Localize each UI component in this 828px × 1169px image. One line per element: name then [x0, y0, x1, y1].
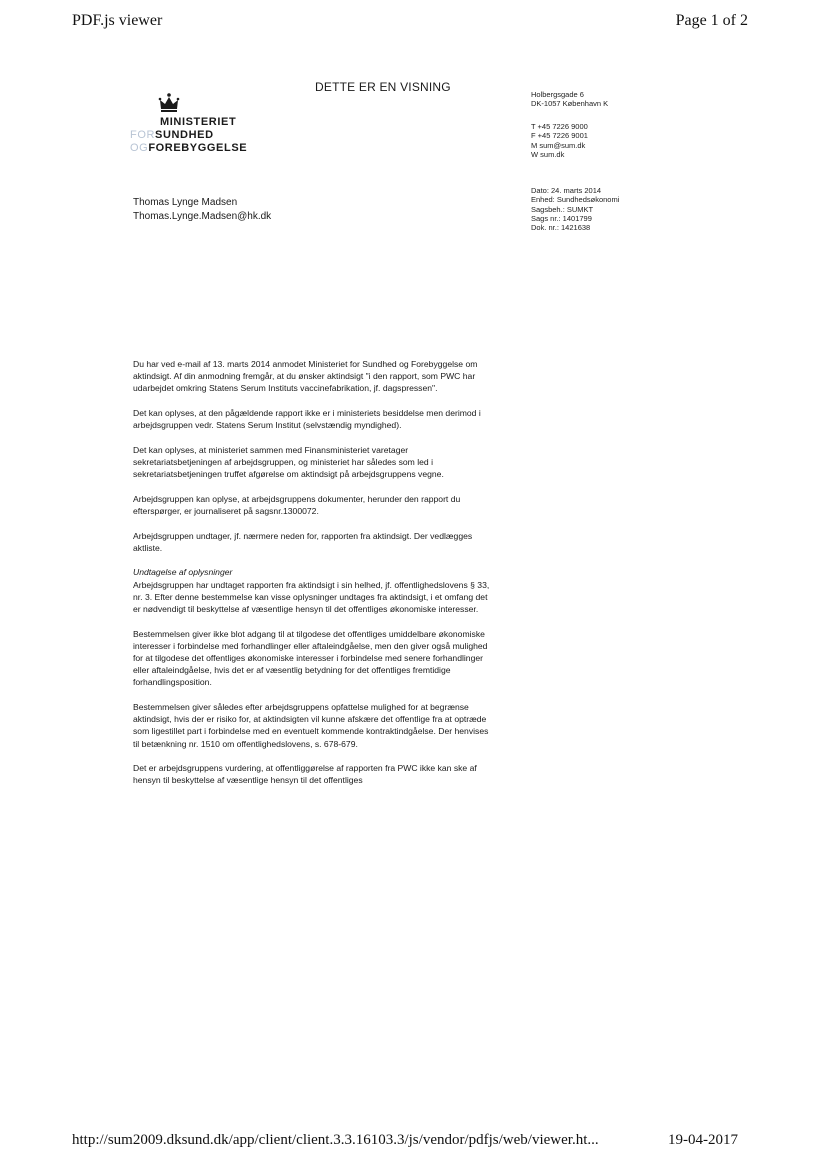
- contact-line: T +45 7226 9000: [531, 122, 588, 131]
- recipient-email: Thomas.Lynge.Madsen@hk.dk: [133, 211, 272, 222]
- section-paragraph: Bestemmelsen giver ikke blot adgang til at tilgodese det offentliges umiddelbare økonomiske interesser i forbindelse med forhandlinger eller aftaleindgåelse, men den giver også mulighed for at tilgodese det offentliges økonomiske interesser i forbindelse med senere forhandlinger eller aftaleindgåelse, hvis det er af væsentlig betydning for det offentliges fremtidige forhandlingsposition.: [133, 628, 488, 688]
- letter-body: [133, 358, 493, 799]
- body-paragraph: Det kan oplyses, at ministeriet sammen med Finansministeriet varetager sekretariatsbetjeningen af arbejdsgruppen, og ministeriet har således som led i sekretariatsbetjeningen truffet afgørelse om aktindsigt på arbejdsgruppens vegne.: [133, 444, 444, 480]
- meta-block: [531, 186, 619, 232]
- logo-prefix-og: OG: [130, 142, 149, 154]
- recipient-block: [133, 196, 271, 224]
- meta-line: Dok. nr.: 1421638: [531, 223, 591, 233]
- meta-line: Sagsbeh.: SUMKT: [531, 204, 594, 214]
- logo-word-forebyggelse: FOREBYGGELSE: [148, 142, 248, 154]
- page-indicator: Page 1 of 2: [675, 12, 748, 29]
- address-line: DK-1057 København K: [531, 99, 609, 109]
- body-paragraph: Arbejdsgruppen undtager, jf. nærmere neden for, rapporten fra aktindsigt. Der vedlægges aktliste.: [133, 530, 473, 553]
- contact-block: [531, 122, 588, 159]
- meta-line: Enhed: Sundhedsøkonomi: [531, 195, 620, 205]
- body-paragraph: Arbejdsgruppen kan oplyse, at arbejdsgruppens dokumenter, herunder den rapport du efterspørger, er journaliseret på sagsnr.1300072.: [133, 493, 461, 516]
- body-paragraph: Du har ved e-mail af 13. marts 2014 anmodet Ministeriet for Sundhed og Forebyggelse om aktindsigt. Af din anmodning fremgår, at du ønsker aktindsigt "i den rapport, som PWC har udarbejdet omkring Statens Serum Instituts vaccinefabrikation, jf. dagspressen".: [133, 359, 478, 394]
- recipient-name: Thomas Lynge Madsen: [133, 197, 238, 208]
- ministry-logo: [130, 92, 262, 158]
- logo-line-forebyggelse: [130, 142, 247, 155]
- logo-prefix-for: FOR: [130, 129, 156, 141]
- contact-line: F +45 7226 9001: [531, 131, 588, 141]
- address-block: [531, 90, 608, 109]
- logo-line-sundhed: [130, 129, 214, 142]
- crown-icon: [158, 92, 180, 114]
- page-url: http://sum2009.dksund.dk/app/client/client.3.3.16103.3/js/vendor/pdfjs/web/viewer.ht...: [72, 1132, 599, 1148]
- section-paragraph: Det er arbejdsgruppens vurdering, at offentliggørelse af rapporten fra PWC ikke kan ske af hensyn til beskyttelse af væsentlige hensyn til det offentliges: [133, 763, 477, 786]
- section-paragraph: Arbejdsgruppen har undtaget rapporten fra aktindsigt i sin helhed, jf. offentlighedslovens § 33, nr. 3. Efter denne bestemmelse kan visse oplysninger undtages fra aktindsigt, i et omfang det er nødvendigt til beskyttelse af væsentlige hensyn til det offentliges økonomiske interesser.: [133, 579, 490, 614]
- print-date: 19-04-2017: [668, 1132, 738, 1148]
- section-paragraph: Bestemmelsen giver således efter arbejdsgruppens opfattelse mulighed for at begrænse aktindsigt, hvis der er risiko for, at aktindsigten vil kunne afskære det offentlige fra at optræde som ligestillet part i forbindelse med en eventuelt kommende kontraktindgåelse. Der henvises til betænkning nr. 1510 om offentlighedslovens, s. 678-679.: [133, 702, 489, 749]
- logo-word-sundhed: SUNDHED: [155, 129, 214, 141]
- contact-line: M sum@sum.dk: [531, 140, 586, 150]
- body-paragraph: Det kan oplyses, at den pågældende rapport ikke er i ministeriets besiddelse men derimod i arbejdsgruppen vedr. Statens Serum Institut (selvstændig myndighed).: [133, 408, 481, 431]
- meta-line: Dato: 24. marts 2014: [531, 186, 602, 195]
- address-line: Holbergsgade 6: [531, 90, 584, 99]
- contact-line: W sum.dk: [531, 149, 565, 159]
- document-banner: DETTE ER EN VISNING: [315, 80, 451, 94]
- browser-title: PDF.js viewer: [72, 12, 163, 29]
- section-heading: Undtagelse af oplysninger: [133, 567, 233, 578]
- logo-line-ministeriet: MINISTERIET: [160, 116, 237, 128]
- meta-line: Sags nr.: 1401799: [531, 213, 592, 223]
